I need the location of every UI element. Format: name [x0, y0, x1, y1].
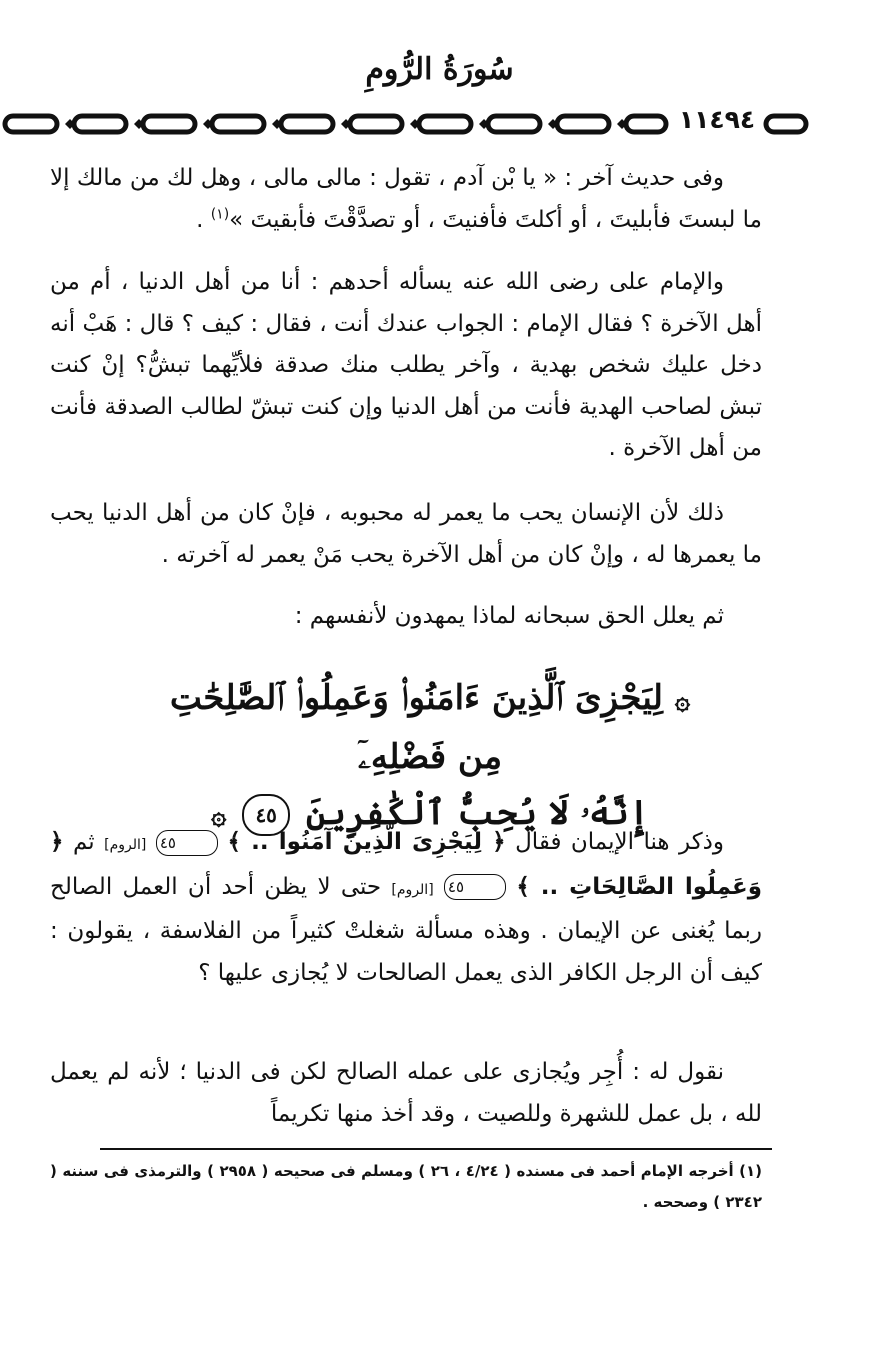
- paragraph-text: وفى حديث آخر : « يا بْن آدم ، تقول : مالى مالى ، وهل لك من مالك إلا ما لبستَ فأبليتَ ، أو أكلتَ فأفنيتَ ، أو تصدَّقْتَ فأبقيتَ »: [50, 165, 762, 233]
- sura-reference: [الروم]: [391, 881, 434, 898]
- paragraph-text: والإمام على رضى الله عنه يسأله أحدهم : أنا من أهل الدنيا ، أم من أهل الآخرة ؟ فقال الإمام : الجواب عندك أنت ، فقال : كيف ؟ قال : هَبْ أنه دخل عليك شخص بهدية ، وآخر يطلب منك صدقة فلأيِّهما تبشُّ؟ إنْ كنت تبش لصاحب الهدية فأنت من أهل الدنيا وإن كنت تبشّ لطالب الصدقة فأنت من أهل الآخرة .: [50, 269, 762, 461]
- ayah-number-inline: ٤٥: [156, 830, 218, 856]
- surah-title: سُورَةُ الرُّومِ: [365, 52, 514, 87]
- paragraph-text: نقول له : أُجِر ويُجازى على عمله الصالح لكن فى الدنيا ؛ لأنه لم يعمل لله ، بل عمل للشهرة وللصيت ، وقد أخذ منها تكريماً: [50, 1059, 762, 1127]
- quran-quote: ﴿ وَعَمِلُوا الصَّالِحَاتِ .. ﴾: [50, 829, 763, 900]
- commentary-text: حتى لا يظن أحد أن العمل الصالح ربما يُغنى عن الإيمان . وهذه مسألة شغلتْ كثيراً من الفلاسفة ، يقولون : كيف أن الرجل الكافر الذى يعمل الصالحات لا يُجازى عليها ؟: [50, 873, 762, 986]
- commentary-text: ثم: [72, 829, 95, 855]
- paragraph-reason: [50, 493, 762, 576]
- verse-close-ornament: ۞: [211, 801, 227, 831]
- paragraph-answer: [50, 1052, 762, 1135]
- paragraph-intro-verse: [50, 596, 762, 638]
- footnote-divider: [100, 1148, 772, 1150]
- paragraph-imam: [50, 262, 762, 470]
- ayah-number-marker: ٤٥: [242, 794, 290, 836]
- paragraph-end: .: [196, 206, 211, 233]
- sura-reference: [الروم]: [104, 837, 147, 853]
- paragraph-commentary: [50, 822, 762, 994]
- paragraph-text: ثم يعلل الحق سبحانه لماذا يمهدون لأنفسهم :: [294, 603, 724, 629]
- ayah-number-inline: ٤٥: [444, 874, 506, 900]
- quran-quote: ﴿ لِيَجْزِىَ الَّذِينَ آمَنُوا .. ﴾: [227, 829, 506, 855]
- verse-open-ornament: ۞: [674, 686, 691, 716]
- commentary-text: وذكر هنا الإيمان فقال: [515, 829, 725, 855]
- footnote-text: (١) أخرجه الإمام أحمد فى مسنده ( ٤/٢٤ ، ٢٦ ) ومسلم فى صحيحه ( ٢٩٥٨ ) والترمذى فى سننه ( ٢٣٤٢ ) وصححه .: [50, 1162, 762, 1211]
- verse-line-1: [150, 670, 710, 785]
- paragraph-text: ذلك لأن الإنسان يحب ما يعمر له محبوبه ، فإنْ كان من أهل الدنيا يحب ما يعمرها له ، وإنْ كان من أهل الآخرة يحب مَنْ يعمر له آخرته .: [50, 500, 762, 568]
- footnote: [50, 1156, 762, 1218]
- page-number: ١١٤٩٤: [672, 102, 762, 138]
- verse-text-1: لِيَجْزِىَ ٱلَّذِينَ ءَامَنُوا۟ وَعَمِلُوا۟ ٱلصَّٰلِحَٰتِ مِن فَضْلِهِۦٓ: [169, 678, 663, 777]
- footnote-reference: (١): [210, 205, 230, 222]
- paragraph-hadith: [50, 158, 762, 241]
- quran-verse: [150, 670, 710, 844]
- verse-text-2: إِنَّهُۥ لَا يُحِبُّ ٱلْكَٰفِرِينَ: [306, 793, 649, 833]
